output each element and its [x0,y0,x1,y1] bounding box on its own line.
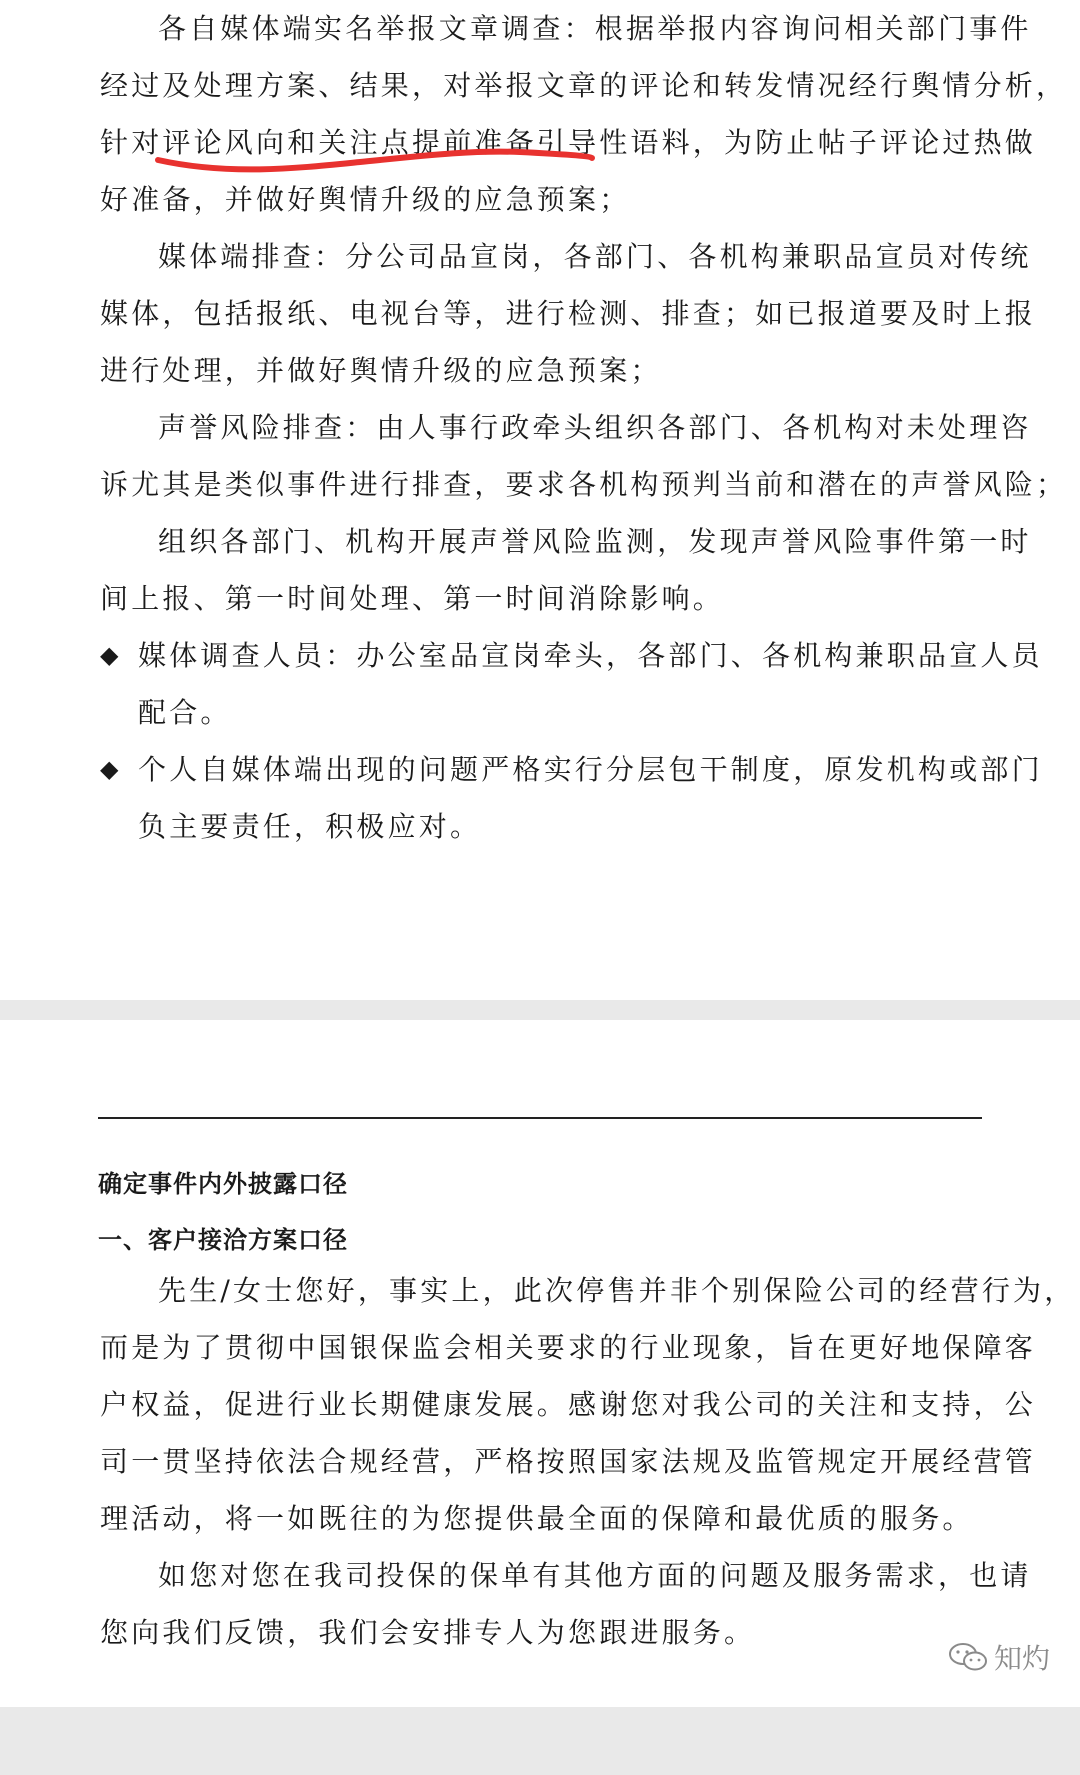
section-title: 确定事件内外披露口径 [98,1170,348,1198]
text-line: 户权益，促进行业长期健康发展。感谢您对我公司的关注和支持，公 [100,1388,1037,1421]
text-line: 先生/女士您好，事实上，此次停售并非个别保险公司的经营行为， [158,1274,1076,1307]
text-line: 媒体调查人员：办公室品宣岗牵头，各部门、各机构兼职品宣人员 [138,639,1043,672]
text-line: 媒体端排查：分公司品宣岗，各部门、各机构兼职品宣员对传统 [158,240,1032,273]
bullet-self-media-responsibility [138,741,1043,969]
text-line: 负主要责任，积极应对。 [138,810,482,843]
text-line: 间上报、第一时间处理、第一时间消除影响。 [100,582,725,615]
text-line: 进行处理，并做好舆情升级的应急预案； [100,354,662,387]
text-line: 媒体，包括报纸、电视台等，进行检测、排查；如已报道要及时上报 [100,297,1037,330]
text-line: 各自媒体端实名举报文章调查：根据举报内容询问相关部门事件 [158,12,1032,45]
text-line: 理活动，将一如既往的为您提供最全面的保障和最优质的服务。 [100,1502,974,1535]
text-line: 诉尤其是类似事件进行排查，要求各机构预判当前和潜在的声誉风险； [100,468,1068,501]
text-line: 好准备，并做好舆情升级的应急预案； [100,183,631,216]
header-divider [98,1117,982,1119]
text-line: 如您对您在我司投保的保单有其他方面的问题及服务需求，也请 [158,1559,1032,1592]
watermark-text: 知灼 [993,1642,1050,1675]
diamond-bullet-icon: ◆ [100,755,119,783]
text-line: 经过及处理方案、结果，对举报文章的评论和转发情况经行舆情分析， [100,69,1068,102]
watermark [948,1637,1050,1677]
text-line: 您向我们反馈，我们会安排专人为您跟进服务。 [100,1616,756,1649]
diamond-bullet-icon: ◆ [100,641,119,669]
text-line: 组织各部门、机构开展声誉风险监测，发现声誉风险事件第一时 [158,525,1032,558]
document-page-2 [0,1020,1080,1707]
text-line: 声誉风险排查：由人事行政牵头组织各部门、各机构对未处理咨 [158,411,1032,444]
text-line: 而是为了贯彻中国银保监会相关要求的行业现象，旨在更好地保障客 [100,1331,1037,1364]
text-line: 针对评论风向和关注点提前准备引导性语料，为防止帖子评论过热做 [100,126,1037,159]
subsection-title: 一、客户接洽方案口径 [98,1226,348,1254]
wechat-icon [948,1641,988,1673]
text-line: 配合。 [138,696,232,729]
text-line: 个人自媒体端出现的问题严格实行分层包干制度，原发机构或部门 [138,753,1043,786]
text-line: 司一贯坚持依法合规经营，严格按照国家法规及监管规定开展经营管 [100,1445,1037,1478]
